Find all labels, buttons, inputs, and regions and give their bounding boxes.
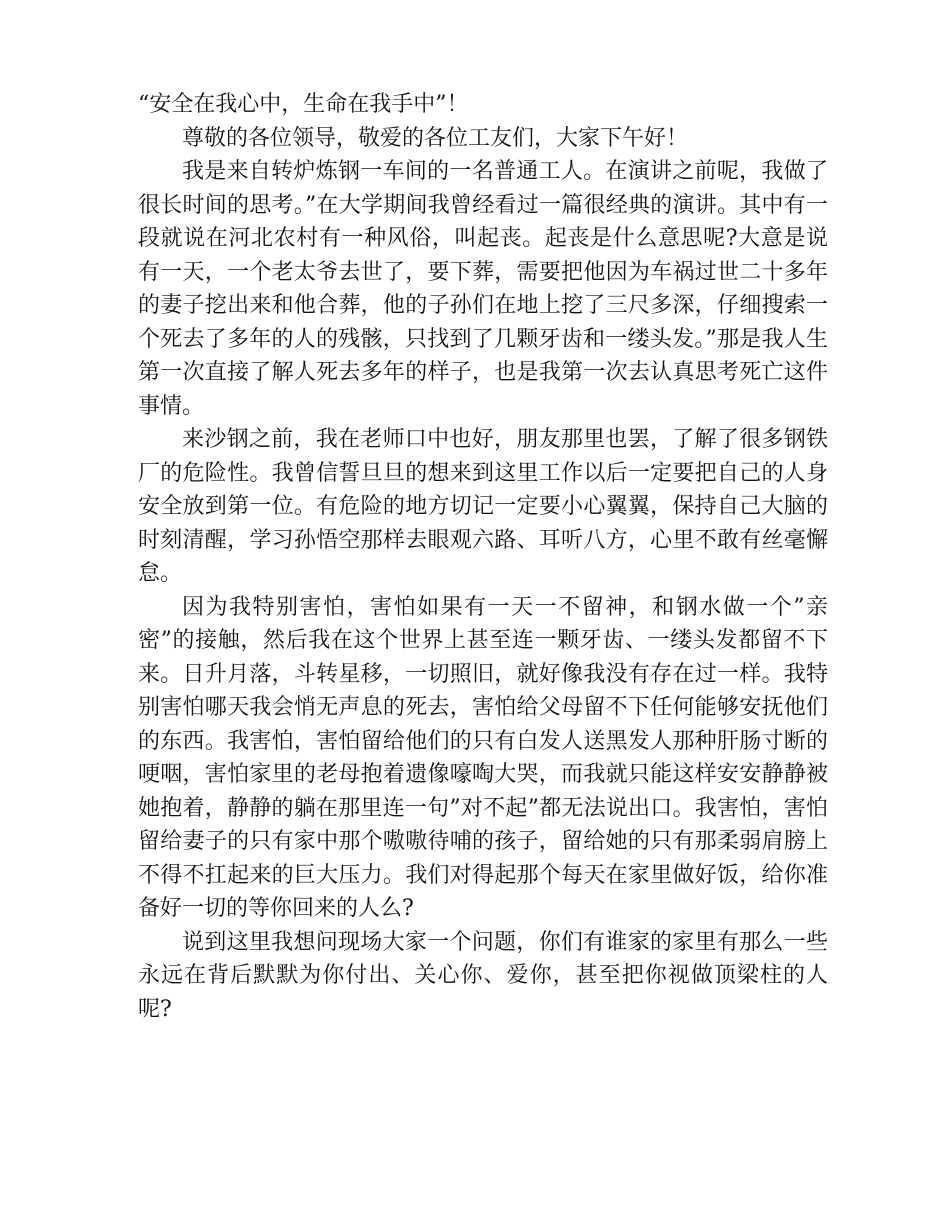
paragraph-before-shagang: 来沙钢之前，我在老师口中也好，朋友那里也罢，了解了很多钢铁厂的危险性。我曾信誓旦旦的想来到这里工作以后一定要把自己的人身安全放到第一位。有危险的地方切记一定要小心翼翼，保持自己大脑的时刻清醒，学习孙悟空那样去眼观六路、耳听八方，心里不敢有丝毫懈怠。 (138, 427, 828, 586)
paragraph-intro: 我是来自转炉炼钢一车间的一名普通工人。在演讲之前呢，我做了很长时间的思考。”在大学期间我曾经看过一篇很经典的演讲。其中有一段就说在河北农村有一种风俗，叫起丧。起丧是什么意思呢?大意是说有一天，一个老太爷去世了，要下葬，需要把他因为车祸过世二十多年的妻子挖出来和他合葬，他的子孙们在地上挖了三尺多深，仔细搜索一个死去了多年的人的残骸，只找到了几颗牙齿和一缕头发。”那是我人生第一次直接了解人死去多年的样子，也是我第一次去认真思考死亡这件事情。 (138, 159, 828, 419)
speech-title-line: “安全在我心中，生命在我手中”！ (138, 92, 469, 117)
document-page (138, 88, 828, 1026)
paragraph-question: 说到这里我想问现场大家一个问题，你们有谁家的家里有那么一些永远在背后默默为你付出、关心你、爱你，甚至把你视做顶梁柱的人呢? (138, 929, 828, 1022)
paragraph-fear: 因为我特别害怕，害怕如果有一天一不留神，和钢水做一个”亲密”的接触，然后我在这个世界上甚至连一颗牙齿、一缕头发都留不下来。日升月落，斗转星移，一切照旧，就好像我没有存在过一样。我特别害怕哪天我会悄无声息的死去，害怕给父母留不下任何能够安抚他们的东西。我害怕，害怕留给他们的只有白发人送黑发人那种肝肠寸断的哽咽，害怕家里的老母抱着遗像嚎啕大哭，而我就只能这样安安静静被她抱着，静静的躺在那里连一句”对不起”都无法说出口。我害怕，害怕留给妻子的只有家中那个嗷嗷待哺的孩子，留给她的只有那柔弱肩膀上不得不扛起来的巨大压力。我们对得起那个每天在家里做好饭，给你准备好一切的等你回来的人么? (138, 594, 828, 921)
paragraph-greeting: 尊敬的各位领导，敬爱的各位工友们，大家下午好！ (182, 125, 689, 151)
